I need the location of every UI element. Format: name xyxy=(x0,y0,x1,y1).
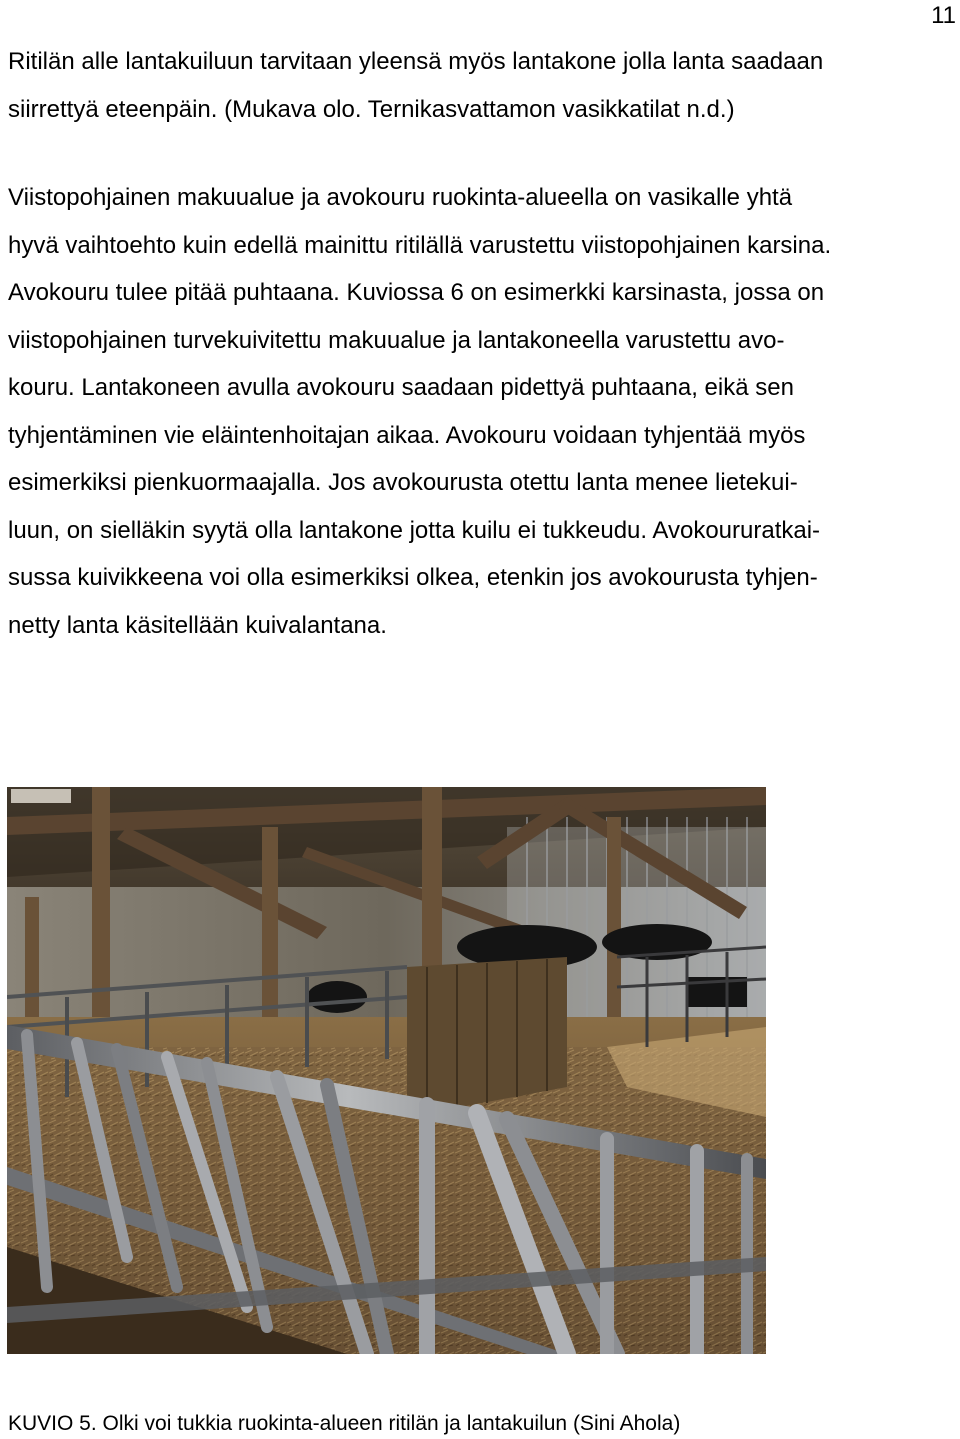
text-line: tyhjentäminen vie eläintenhoitajan aikaa. Avokouru voidaan tyhjentää myös xyxy=(8,421,806,449)
text-line: kouru. Lantakoneen avulla avokouru saadaan pidettyä puhtaana, eikä sen xyxy=(8,374,794,401)
text-line: Viistopohjainen makuualue ja avokouru ruokinta-alueella on vasikalle yhtä xyxy=(8,184,793,211)
figure-caption: KUVIO 5. Olki voi tukkia ruokinta-alueen ritilän ja lantakuilun (Sini Ahola) xyxy=(8,1412,681,1435)
text-line: netty lanta käsitellään kuivalantana. xyxy=(8,611,387,639)
text-line: esimerkiksi pienkuormaajalla. Jos avokourusta otettu lanta menee lietekui- xyxy=(8,469,798,496)
barn-photo xyxy=(7,787,766,1354)
paragraph-2 xyxy=(8,174,952,649)
page-number: 11 xyxy=(931,2,956,29)
text-line: siirrettyä eteenpäin. (Mukava olo. Ternikasvattamon vasikkatilat n.d.) xyxy=(8,95,735,123)
text-line: Ritilän alle lantakuiluun tarvitaan yleensä myös lantakone jolla lanta saadaan xyxy=(8,48,824,75)
text-line: viistopohjainen turvekuivitettu makuualue ja lantakoneella varustettu avo- xyxy=(8,326,785,354)
text-line: luun, on sielläkin syytä olla lantakone jotta kuilu ei tukkeudu. Avokoururatkai- xyxy=(8,516,821,544)
text-line: Avokouru tulee pitää puhtaana. Kuviossa 6 on esimerkki karsinasta, jossa on xyxy=(8,279,825,306)
text-line: sussa kuivikkeena voi olla esimerkiksi olkea, etenkin jos avokourusta tyhjen- xyxy=(8,564,818,591)
paragraph-1 xyxy=(8,38,952,133)
text-line: hyvä vaihtoehto kuin edellä mainittu ritilällä varustettu viistopohjainen karsina. xyxy=(8,231,832,259)
